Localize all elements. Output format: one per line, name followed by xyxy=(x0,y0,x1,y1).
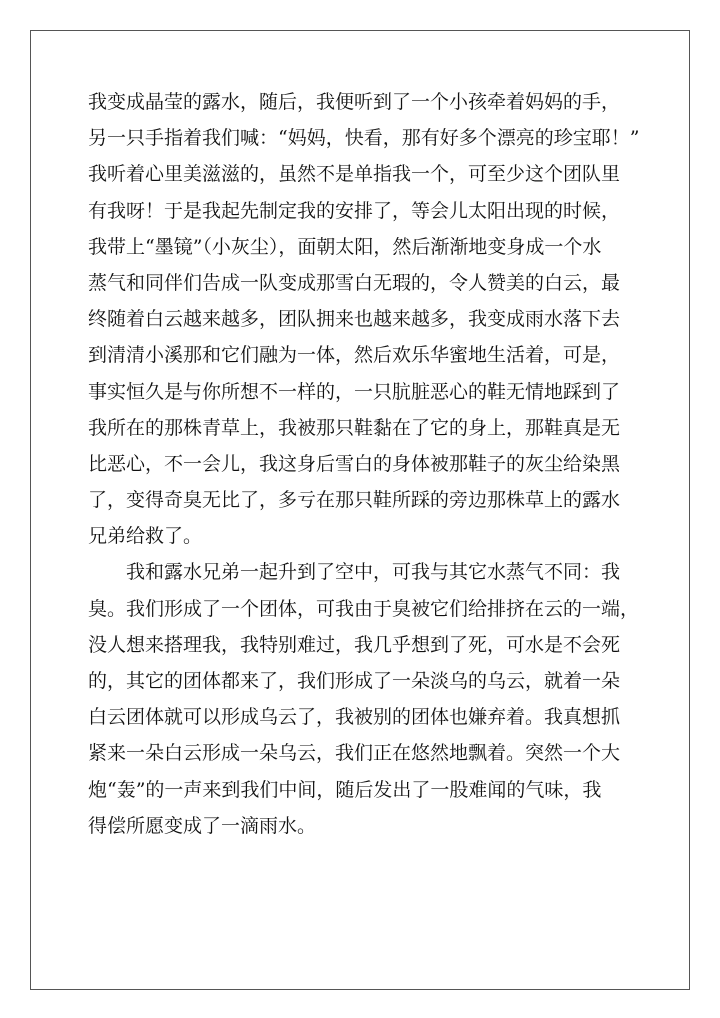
text-line: 炮“轰”的一声来到我们中间，随后发出了一股难闻的气味，我 xyxy=(88,778,602,801)
text-line: 我变成晶莹的露水，随后，我便听到了一个小孩牵着妈妈的手， xyxy=(88,91,621,113)
text-line: 我和露水兄弟一起升到了空中，可我与其它水蒸气不同：我 xyxy=(126,561,621,584)
paragraph-1 xyxy=(88,84,648,554)
text-line: 了，变得奇臭无比了，多亏在那只鞋所踩的旁边那株草上的露水 xyxy=(88,489,621,512)
text-line: 紧来一朵白云形成一朵乌云，我们正在悠然地飘着。突然一个大 xyxy=(88,742,621,765)
text-line: 没人想来搭理我，我特别难过，我几乎想到了死，可水是不会死 xyxy=(88,633,621,656)
text-line: 另一只手指着我们喊：“妈妈，快看，那有好多个漂亮的珍宝耶！” xyxy=(88,127,640,150)
text-line: 事实恒久是与你所想不一样的，一只肮脏恶心的鞋无情地踩到了 xyxy=(88,380,621,403)
text-line: 臭。我们形成了一个团体，可我由于臭被它们给排挤在云的一端， xyxy=(88,597,640,620)
text-line: 白云团体就可以形成乌云了，我被别的团体也嫌弃着。我真想抓 xyxy=(88,706,621,729)
text-line: 比恶心，不一会儿，我这身后雪白的身体被那鞋子的灰尘给染黑 xyxy=(88,452,621,475)
document-body xyxy=(88,84,648,844)
text-line: 的，其它的团体都来了，我们形成了一朵淡乌的乌云，就着一朵 xyxy=(88,670,621,692)
text-line: 蒸气和同伴们告成一队变成那雪白无瑕的，令人赞美的白云，最 xyxy=(88,271,621,294)
text-line: 到清清小溪那和它们融为一体，然后欢乐华蜜地生活着，可是， xyxy=(88,344,621,367)
text-line: 我所在的那株青草上，我被那只鞋黏在了它的身上，那鞋真是无 xyxy=(88,416,621,439)
text-line: 我听着心里美滋滋的，虽然不是单指我一个，可至少这个团队里 xyxy=(88,163,621,186)
paragraph-2 xyxy=(88,554,648,844)
text-line: 我带上“墨镜”（小灰尘），面朝太阳，然后渐渐地变身成一个水 xyxy=(88,235,602,258)
text-line: 兄弟给救了。 xyxy=(88,525,203,548)
text-line: 终随着白云越来越多，团队拥来也越来越多，我变成雨水落下去 xyxy=(88,308,621,331)
text-line: 有我呀！于是我起先制定我的安排了，等会儿太阳出现的时候， xyxy=(88,199,621,222)
text-line: 得偿所愿变成了一滴雨水。 xyxy=(88,814,317,837)
